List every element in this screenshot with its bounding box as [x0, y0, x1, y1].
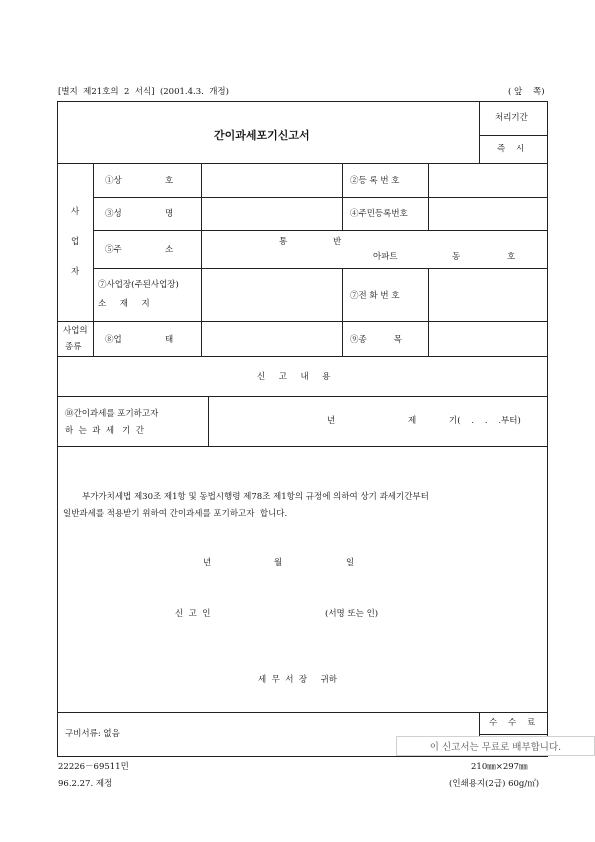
item-input[interactable]: [429, 322, 547, 356]
footer-size: 210㎜×297㎜: [471, 762, 528, 772]
name-input[interactable]: [202, 198, 342, 230]
address-input[interactable]: [202, 231, 547, 268]
date-year-label: 년: [203, 558, 212, 568]
tax-period-label-2: 하 는 과 세 기 간: [65, 426, 144, 436]
business-location-label-1: ⑦사업장(주된사업장): [98, 280, 179, 290]
footer-code: 22226－69511민: [58, 762, 129, 772]
registration-number-input[interactable]: [429, 164, 547, 197]
declaration-line-1: 부가가치세법 제30조 제1항 및 동법시행령 제78조 제1항의 규정에 의하여 상기 과세기간부터: [82, 492, 429, 502]
address-label: ⑤주 소: [105, 245, 174, 255]
applicant-label-1: 사: [71, 207, 80, 217]
applicant-label-2: 업: [71, 237, 80, 247]
trade-name-label: ①상 호: [105, 176, 174, 186]
form-title: 간이과세포기신고서: [214, 129, 310, 142]
business-type-label: ⑧업 태: [105, 335, 174, 345]
tax-period-year: 년: [327, 416, 336, 426]
date-month-label: 월: [274, 558, 283, 568]
address-dong-label: 동: [452, 252, 461, 262]
address-ho-label: 호: [507, 252, 516, 262]
address-tong-label: 통: [279, 237, 288, 247]
form-code: [별지 제21호의 2 서식] (2001.4.3. 개정): [58, 87, 229, 97]
trade-name-input[interactable]: [202, 164, 342, 197]
address-ban-label: 반: [333, 237, 342, 247]
reporter-label: 신 고 인: [175, 609, 211, 619]
attachments-label: 구비서류: 없음: [65, 729, 120, 739]
fee-label: 수 수 료: [489, 718, 536, 728]
tax-period-je: 제: [408, 416, 417, 426]
phone-number-input[interactable]: [429, 269, 547, 321]
footer-date: 96.2.27. 제정: [58, 779, 113, 789]
date-day-label: 일: [346, 558, 355, 568]
report-section-title: 신 고 내 용: [257, 372, 331, 382]
phone-number-label: ⑦전 화 번 호: [350, 291, 400, 301]
recipient-label: 세 무 서 장 귀하: [258, 675, 337, 685]
business-location-input[interactable]: [202, 269, 342, 321]
business-type-group-label-2: 종류: [65, 342, 82, 352]
resident-number-input[interactable]: [429, 198, 547, 230]
free-distribution-notice: 이 신고서는 무료로 배부합니다.: [396, 736, 595, 756]
business-type-input[interactable]: [202, 322, 342, 356]
tax-period-rest: 기( . . .부터): [449, 416, 521, 426]
name-label: ③성 명: [105, 209, 174, 219]
tax-period-label-1: ⑩간이과세를 포기하고자: [65, 409, 159, 419]
item-label: ⑨종 목: [350, 335, 402, 345]
reporter-input[interactable]: [225, 604, 320, 620]
processing-period-label: 처리기간: [495, 113, 528, 123]
page-side-label: ( 앞 쪽): [508, 87, 545, 97]
processing-period-value: 즉 시: [497, 144, 525, 154]
declaration-line-2: 일반과세를 적용받기 위하여 간이과세를 포기하고자 합니다.: [63, 509, 288, 519]
footer-paper: (인쇄용지(2급) 60g/㎡): [449, 779, 540, 789]
signature-label: (서명 또는 인): [325, 609, 379, 619]
resident-number-label: ④주민등록번호: [350, 209, 408, 219]
applicant-label-3: 자: [71, 267, 80, 277]
registration-number-label: ②등 록 번 호: [350, 176, 400, 186]
address-apt-label: 아파트: [373, 252, 398, 262]
business-type-group-label-1: 사업의: [63, 326, 88, 336]
business-location-label-2: 소 재 지: [98, 299, 150, 309]
